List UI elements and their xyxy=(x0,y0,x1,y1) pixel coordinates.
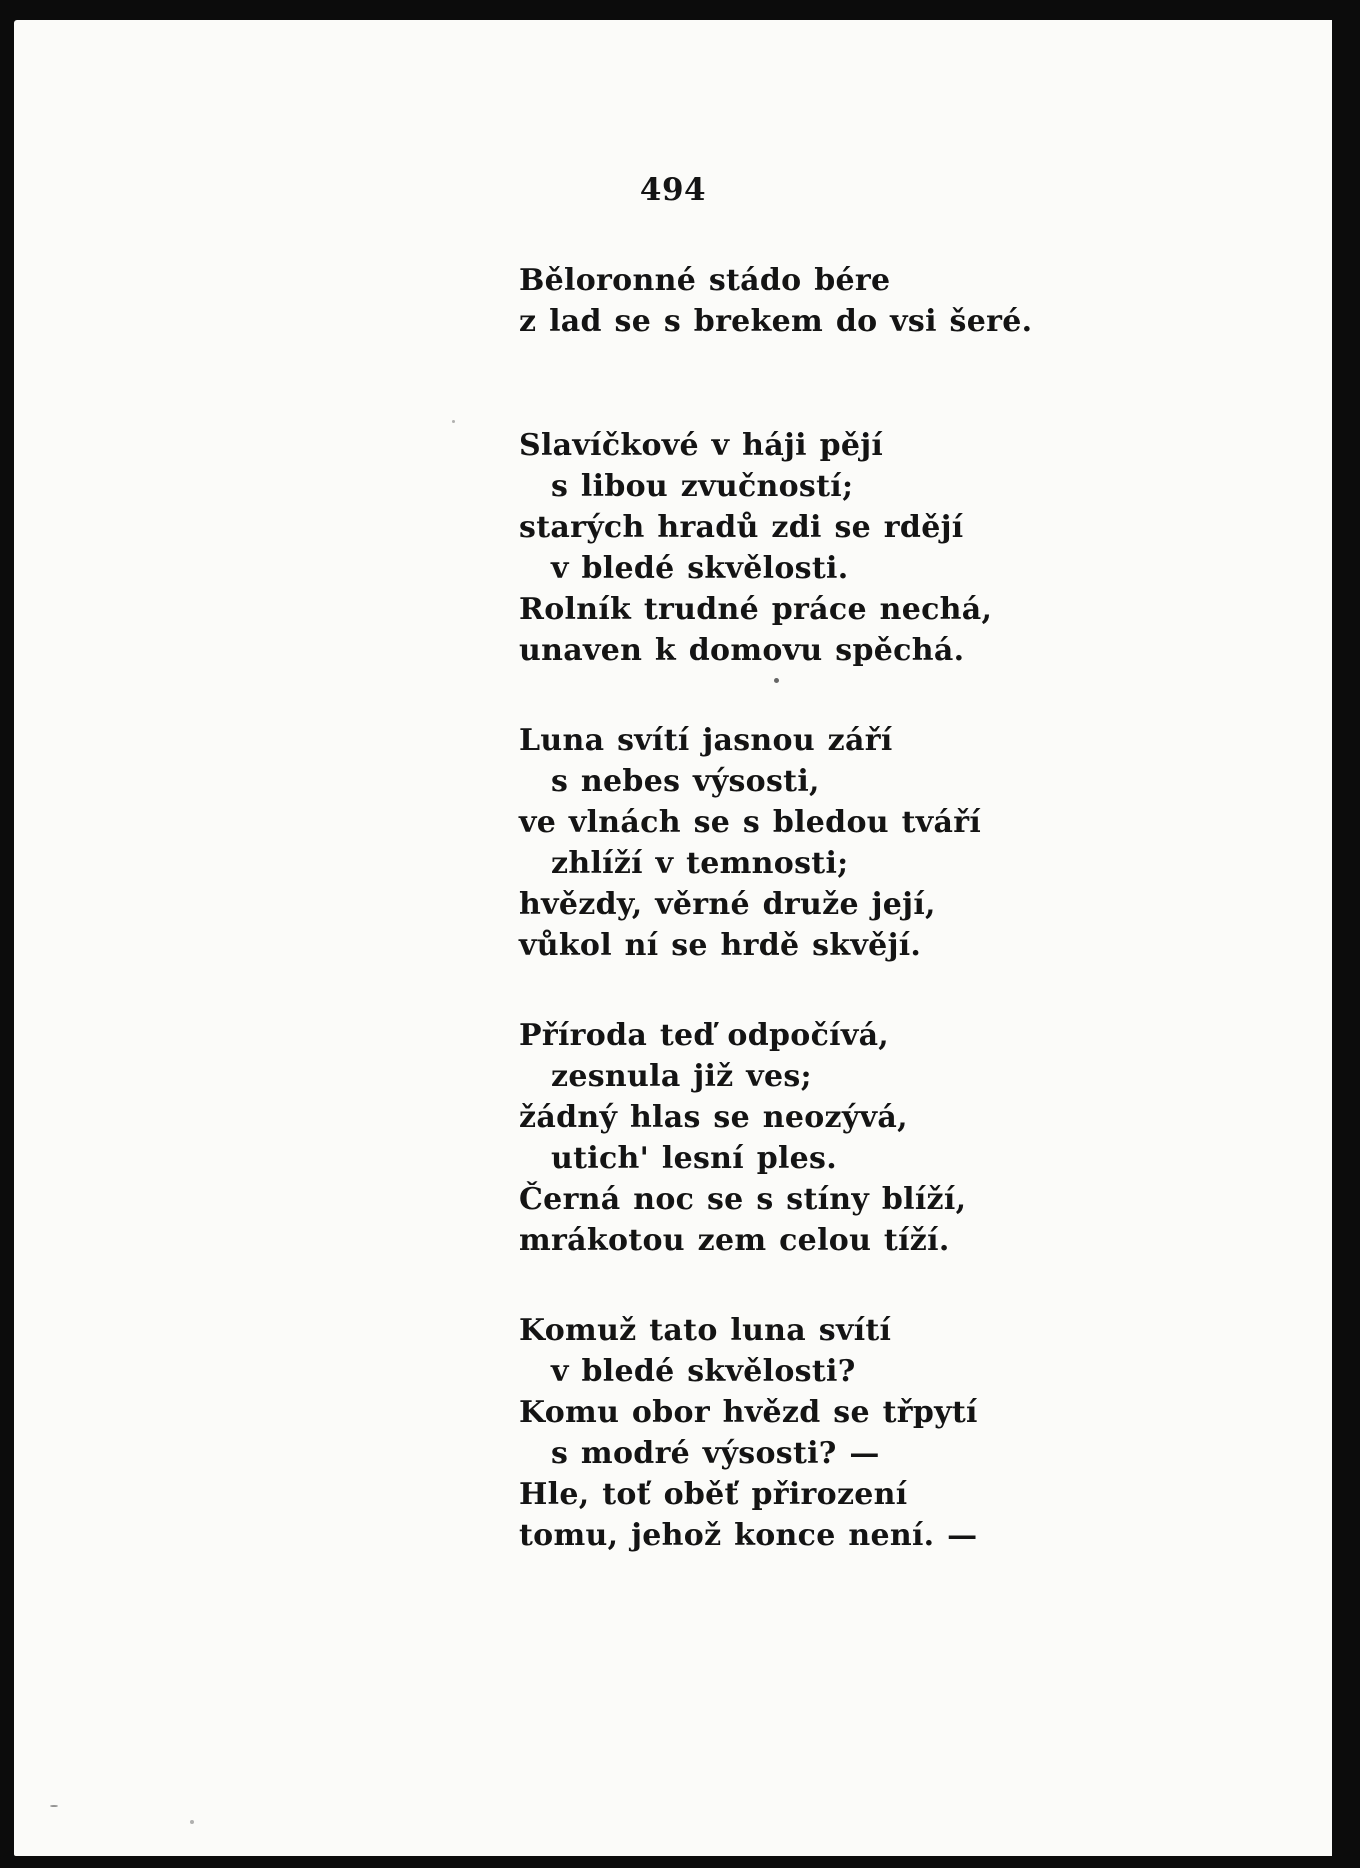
poem-line: Běloronné stádo bére xyxy=(519,263,891,298)
poem-line: unaven k domovu spěchá. xyxy=(519,633,965,668)
poem-line: mrákotou zem celou tíží. xyxy=(519,1223,950,1258)
poem-line: tomu, jehož konce není. — xyxy=(519,1518,978,1553)
stanza-2 xyxy=(519,425,992,671)
page-number: 494 xyxy=(639,172,707,208)
poem-line: Luna svítí jasnou září xyxy=(519,723,893,758)
poem-line: z lad se s brekem do vsi šeré. xyxy=(519,304,1033,339)
scan-speck xyxy=(190,1820,194,1824)
scan-speck xyxy=(774,678,779,683)
poem-line: Slavíčkové v háji pějí xyxy=(519,428,884,463)
poem-line: zhlíží v temnosti; xyxy=(551,846,849,881)
stanza-4 xyxy=(519,1015,966,1261)
poem-line: Rolník trudné práce nechá, xyxy=(519,592,993,627)
poem-line: Komuž tato luna svítí xyxy=(519,1313,892,1348)
poem-line: zesnula již ves; xyxy=(551,1059,812,1094)
scan-speck xyxy=(452,420,455,423)
poem-line: vůkol ní se hrdě skvějí. xyxy=(519,928,922,963)
poem-line: v bledé skvělosti. xyxy=(551,551,849,586)
scan-speck xyxy=(50,1805,58,1807)
stanza-1 xyxy=(519,260,1032,342)
stanza-3 xyxy=(519,720,981,966)
poem-line: starých hradů zdi se rdějí xyxy=(519,510,964,545)
poem-line: hvězdy, věrné druže její, xyxy=(519,887,936,922)
poem-line: Příroda teď odpočívá, xyxy=(519,1018,890,1053)
poem-line: Černá noc se s stíny blíží, xyxy=(519,1182,967,1217)
poem-line: Hle, toť oběť přirození xyxy=(519,1477,908,1512)
book-page xyxy=(14,20,1332,1856)
stanza-5 xyxy=(519,1310,978,1556)
poem-line: ve vlnách se s bledou tváří xyxy=(519,805,982,840)
poem-line: žádný hlas se neozývá, xyxy=(519,1100,908,1135)
poem-line: s libou zvučností; xyxy=(551,469,854,504)
poem-line: v bledé skvělosti? xyxy=(551,1354,856,1389)
poem-line: s modré výsosti? — xyxy=(551,1436,880,1471)
poem-line: utich' lesní ples. xyxy=(551,1141,837,1176)
poem-line: Komu obor hvězd se třpytí xyxy=(519,1395,978,1430)
poem-line: s nebes výsosti, xyxy=(551,764,820,799)
